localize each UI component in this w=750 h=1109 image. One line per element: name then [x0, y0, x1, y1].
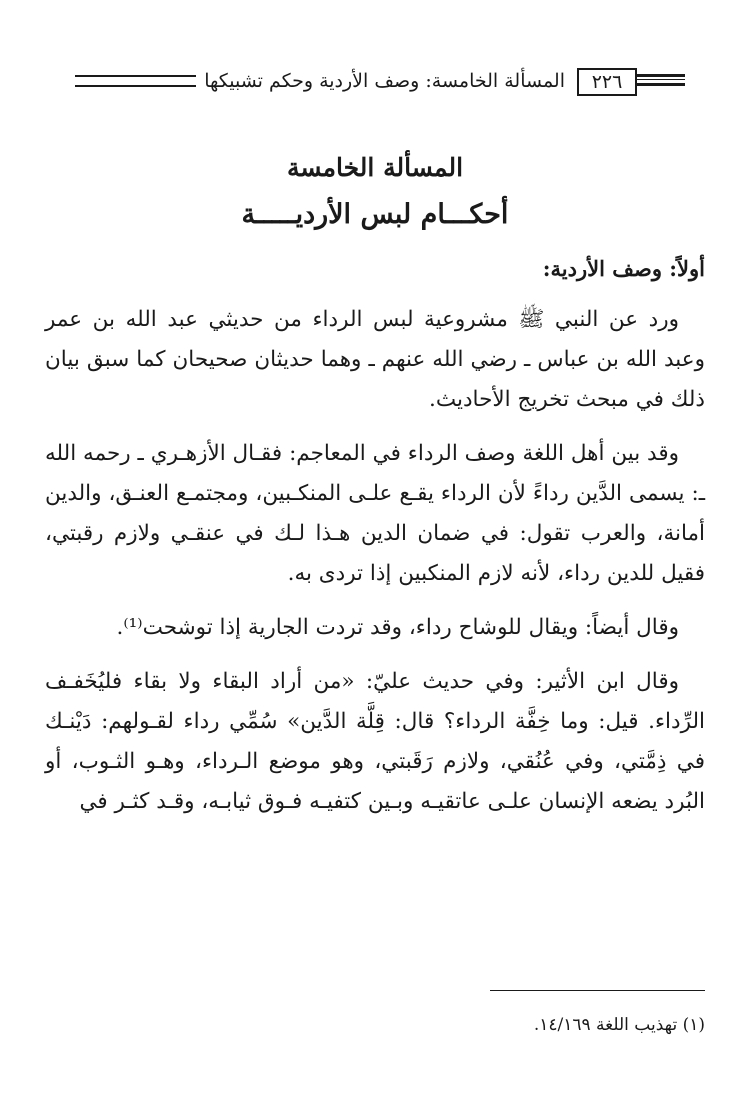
footnote-divider: [490, 990, 705, 991]
header-ornament-rule: [637, 74, 685, 86]
chapter-title: أحكـــام لبس الأرديـــــة: [241, 199, 509, 230]
issue-title: المسألة الخامسة: [286, 153, 464, 182]
running-title-row: [71, 68, 569, 94]
page-number: ٢٢٦: [577, 68, 637, 96]
paragraph: ورد عن النبي ﷺ مشروعية لبس الرداء من حديثي عبد الله بن عمر وعبد الله بن عباس ـ رضي الله عنهم ـ وهما حديثان صحيحان كما سبق بيان ذلك في مبحث تخريج الأحاديث.: [45, 307, 705, 412]
paragraph: وقال ابن الأثير: وفي حديث عليّ: «من أراد البقاء ولا بقاء فليُخَفـف الرِّداء. قيل: وما خِفَّة الرداء؟ قال: قِلَّة الدَّين» سُمِّي رداء لقـولهم: دَيْنـك في ذِمَّتي، وفي عُنُقي، ولازم رَقَبتي، وهو موضع الـرداء، وهـو الثـوب، أو البُرد يضعه الإنسان علـى عاتقيـه وبـين كتفيـه فـوق ثيابـه، وقـد كثـر في: [45, 669, 705, 814]
paragraph: وقد بين أهل اللغة وصف الرداء في المعاجم: فقـال الأزهـري ـ رحمه الله ـ: يسمى الدَّين رداءً لأن الرداء يقـع علـى المنكـبين، ومجتمـع العنـق، والدين أمانة، والعرب تقول: في ضمان الدين هـذا لـك في عنقـي ولازم رقبتي، فقيل للدين رداء، لأنه لازم المنكبين إذا تردى به.: [45, 441, 705, 586]
section-heading: أولاً: وصف الأردية:: [542, 256, 705, 281]
running-title: المسألة الخامسة: وصف الأردية وحكم تشبيكها: [204, 70, 565, 92]
footnote: (١) تهذيب اللغة ١٤/١٦٩.: [533, 1015, 705, 1035]
header-ornament-rule: [75, 75, 196, 87]
running-header: [45, 68, 685, 102]
paragraph: وقال أيضاً: ويقال للوشاح رداء، وقد تردت الجارية إذا توشحت⁽¹⁾.: [116, 615, 679, 640]
body-text: [45, 300, 705, 836]
